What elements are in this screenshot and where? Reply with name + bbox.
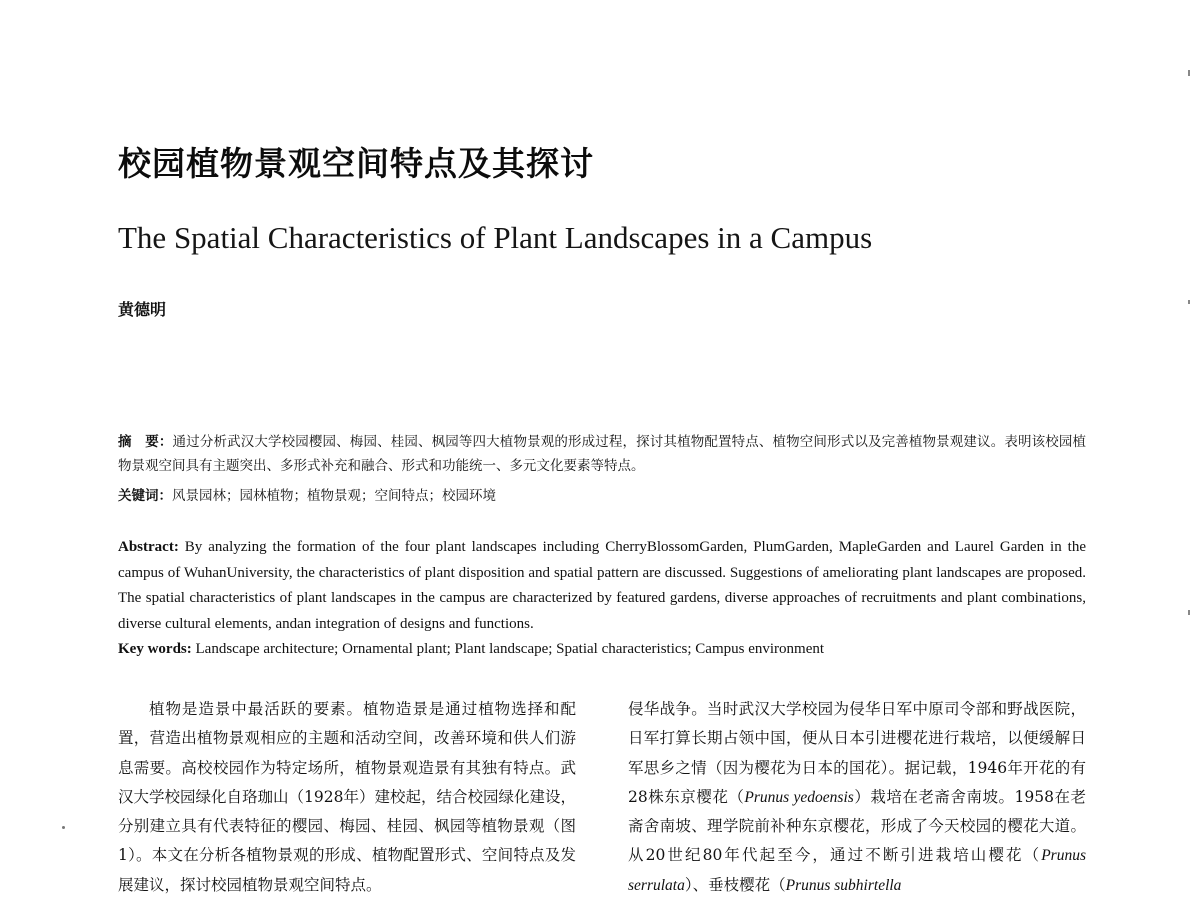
abstract-english xyxy=(118,535,1086,637)
species-prunus-subhirtella: Prunus subhirtella xyxy=(785,876,902,894)
author-name: 黄德明 xyxy=(118,300,167,319)
body-column-right xyxy=(628,695,1086,900)
keywords-english-label: Key words: xyxy=(118,641,192,657)
keywords-chinese-text: 风景园林；园林植物；植物景观；空间特点；校园环境 xyxy=(172,488,496,504)
keywords-english xyxy=(118,637,1086,662)
keywords-chinese xyxy=(118,484,1086,508)
keywords-chinese-label: 关键词： xyxy=(118,488,172,504)
scan-edge-mark xyxy=(1188,70,1190,76)
keywords-english-text: Landscape architecture; Ornamental plant; Plant landscape; Spatial characteristics; Campus environment xyxy=(195,641,825,657)
title-chinese: 校园植物景观空间特点及其探讨 xyxy=(118,144,594,183)
abstract-chinese-label: 摘 要： xyxy=(118,434,173,450)
body-right-part-3: ）、垂枝樱花（ xyxy=(684,875,786,894)
abstract-english-text: By analyzing the formation of the four plant landscapes including CherryBlossomGarden, PlumGarden, MapleGarden and Laurel Garden in the campus of WuhanUniversity, the characteristics of plant disposition and spatial pattern are discussed. Suggestions of ameliorating plant landscapes are proposed. The spatial characteristics of plant landscapes in the campus are characterized by featured gardens, diverse approaches of recruitments and plant combinations, diverse cultural elements, andan integration of designs and functions. xyxy=(118,539,1086,632)
body-right-part-2: ）栽培在老斋舍南坡。1958在老斋舍南坡、理学院前补种东京樱花，形成了今天校园的樱花大道。从20世纪80年代起至今，通过不断引进栽培山樱花（ xyxy=(628,787,1086,865)
species-prunus-yedoensis: Prunus yedoensis xyxy=(744,788,854,806)
abstract-english-label: Abstract: xyxy=(118,539,179,555)
body-column-left: 植物是造景中最活跃的要素。植物造景是通过植物选择和配置，营造出植物景观相应的主题和活动空间，改善环境和供人们游息需要。高校校园作为特定场所，植物景观造景有其独有特点。武汉大学校园绿化自珞珈山（1928年）建校起，结合校园绿化建设，分别建立具有代表特征的樱园、梅园、桂园、枫园等植物景观（图1）。本文在分析各植物景观的形成、植物配置形式、空间特点及发展建议，探讨校园植物景观空间特点。 xyxy=(118,700,576,894)
scan-edge-mark xyxy=(1188,610,1190,615)
scan-edge-mark xyxy=(1188,300,1190,304)
abstract-chinese xyxy=(118,430,1086,478)
abstract-chinese-text: 通过分析武汉大学校园樱园、梅园、桂园、枫园等四大植物景观的形成过程，探讨其植物配置特点、植物空间形式以及完善植物景观建议。表明该校园植物景观空间具有主题突出、多形式补充和融合、形式和功能统一、多元文化要素等特点。 xyxy=(118,434,1087,474)
body-right-part-1: 侵华战争。当时武汉大学校园为侵华日军中原司令部和野战医院，日军打算长期占领中国，便从日本引进樱花进行栽培，以便缓解日军思乡之情（因为樱花为日本的国花）。据记载，1946年开花的有28株东京樱花（ xyxy=(628,700,1086,806)
title-english: The Spatial Characteristics of Plant Landscapes in a Campus xyxy=(118,220,873,255)
species-prunus-serrulata: Prunus serrulata xyxy=(628,847,1086,894)
scan-speck xyxy=(62,826,65,829)
